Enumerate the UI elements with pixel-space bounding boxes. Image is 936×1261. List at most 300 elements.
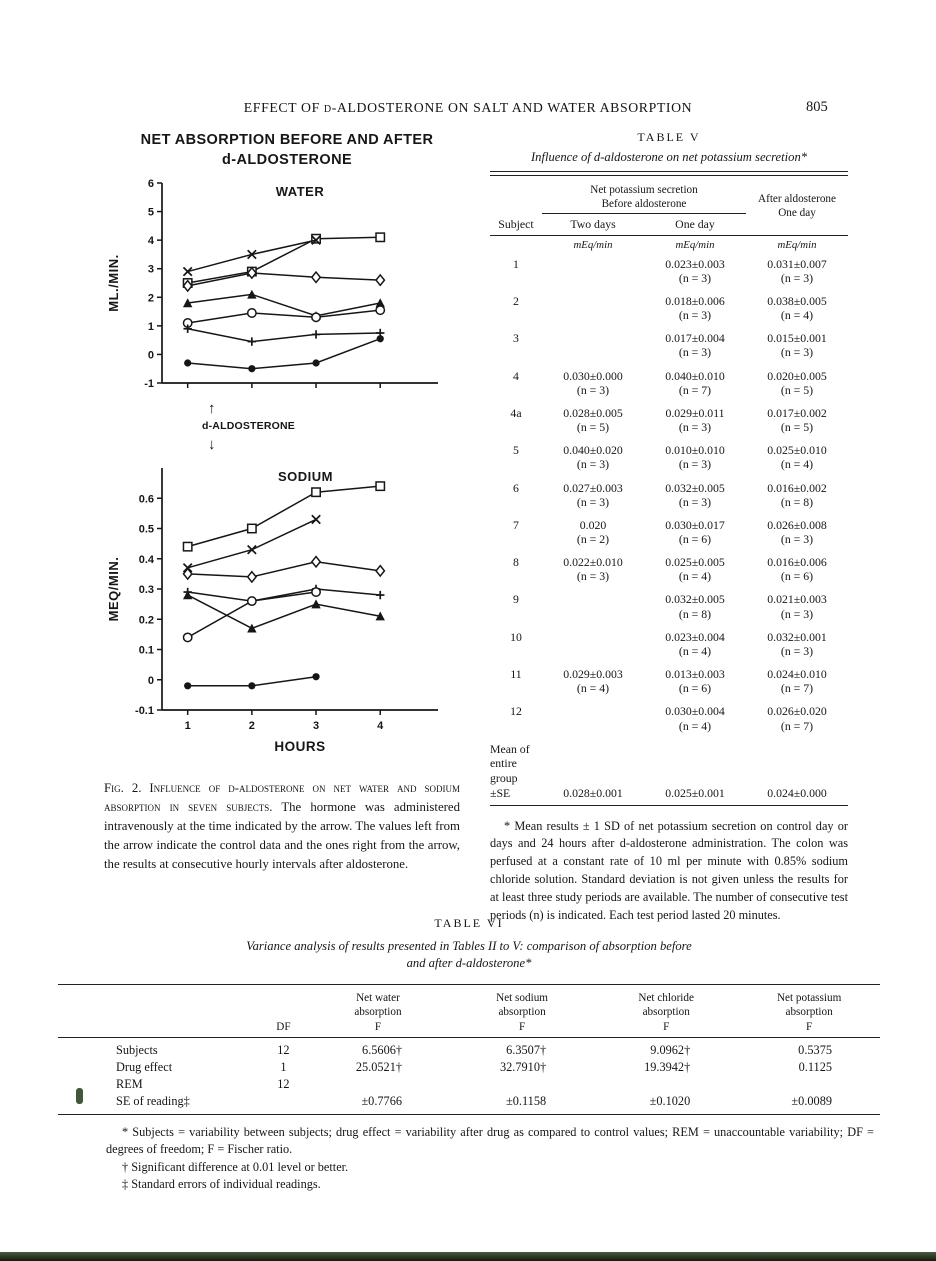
subject-square-line (188, 237, 381, 283)
table5-value: 0.023±0.003 (665, 256, 725, 271)
table5-data-cell (746, 626, 848, 663)
table6-group-header (594, 985, 738, 1021)
table5-row (490, 700, 848, 737)
x-tick-label: 2 (248, 719, 255, 732)
figure-title-line2: d-ALDOSTERONE (221, 152, 353, 169)
y-tick-label: 0.3 (138, 583, 154, 596)
table6-group-header-line: Net potassium (776, 992, 842, 1004)
subject-diamond-line (188, 273, 381, 286)
marker-square (312, 488, 320, 496)
table5-subject-cell: 6 (513, 480, 519, 495)
table6-block (58, 916, 880, 1194)
marker-diamond (312, 272, 320, 282)
table5-value: 0.020 (579, 517, 607, 532)
table5-row (490, 365, 848, 402)
table6-f-value: 19.3942† (644, 1060, 691, 1074)
table6-group-header-line: absorption (785, 1006, 833, 1018)
table6-f-header: F (306, 1020, 450, 1038)
table6-row-label: Drug effect (116, 1060, 173, 1074)
table5-mean-label-line: Mean of (490, 741, 530, 756)
table5-n-count: (n = 4) (678, 569, 712, 584)
table5-body (490, 235, 848, 805)
table6-group-header-line: absorption (498, 1006, 546, 1018)
table5-subject-cell: 3 (513, 331, 519, 346)
table6-f-value: ±0.0089 (791, 1094, 832, 1108)
table5-n-count: (n = 8) (780, 494, 814, 509)
table6-row-label: Subjects (116, 1043, 158, 1057)
table5-subject-cell: 12 (510, 704, 522, 719)
table5-n-count: (n = 4) (678, 718, 712, 733)
subject-diamond-line (188, 561, 381, 576)
table6-f-value (306, 1076, 450, 1093)
table6-group-header (306, 985, 450, 1021)
table5-value: 0.026±0.020 (767, 704, 827, 719)
table6-group-header-line: Net water (356, 992, 400, 1004)
table5-value: 0.010±0.010 (665, 443, 725, 458)
sodium-chart (104, 456, 446, 763)
table5-n-count: (n = 3) (678, 345, 712, 360)
table5-n-count: (n = 7) (780, 718, 814, 733)
table5-value: 0.021±0.003 (767, 592, 827, 607)
table5-row (490, 253, 848, 290)
marker-square (183, 542, 191, 550)
table5-n-count: (n = 3) (576, 457, 610, 472)
table6-caption-line1: Variance analysis of results presented in Tables II to V: comparison of absorption before (246, 939, 692, 953)
table5-n-count: (n = 8) (678, 606, 712, 621)
running-head-title: EFFECT OF d-ALDOSTERONE ON SALT AND WATER ABSORPTION (243, 100, 693, 115)
y-tick-label: 0 (147, 674, 154, 687)
table5-mean-value: 0.028±0.001 (563, 785, 623, 800)
table5-footnote: * Mean results ± 1 SD of net potassium secretion on control day or days and 24 hours after d-aldosterone administration. The colon was perfused at a constant rate of 10 ml per minute with 0.85% sodium chloride solution. Standard deviation is not given unless the results for at least three study periods are available. The number of consecutive test periods (n) is indicated. Each test period lasted 20 minutes. (490, 818, 848, 922)
table5-block (490, 130, 848, 925)
table5-value: 0.023±0.004 (665, 629, 725, 644)
table6-empty-header (58, 985, 261, 1021)
table6-group-header (450, 985, 594, 1021)
table5-row (490, 477, 848, 514)
water-chart-svg (104, 175, 446, 399)
table5-row (490, 439, 848, 476)
marker-circle-filled (377, 335, 384, 342)
table5-data-cell (644, 290, 746, 327)
table5-subject-cell: 10 (510, 629, 522, 644)
table5-subject-cell: 5 (513, 443, 519, 458)
table5-subject-cell: 9 (513, 592, 519, 607)
table5-after-header (746, 178, 848, 236)
marker-circle-filled (312, 359, 319, 366)
table5-row (490, 588, 848, 625)
table5-value: 0.025±0.010 (767, 443, 827, 458)
table6-f-value: ±0.1158 (506, 1094, 547, 1108)
marker-triangle (311, 599, 320, 608)
table6-df-value: 12 (277, 1043, 290, 1057)
table6-footnotes (106, 1124, 874, 1194)
table5-mean-label-line: entire (490, 756, 517, 771)
y-tick-label: -1 (144, 377, 154, 390)
table5-one-day-header: One day (644, 213, 746, 235)
table5-n-count: (n = 3) (780, 270, 814, 285)
table5-n-count: (n = 4) (780, 457, 814, 472)
subject-circle-line (188, 310, 381, 323)
table5-value: 0.013±0.003 (665, 667, 725, 682)
subject-triangle-line (188, 595, 381, 628)
table6-body (58, 1038, 880, 1115)
table5-n-count: (n = 6) (678, 681, 712, 696)
table5-n-count: (n = 3) (678, 308, 712, 323)
table5-n-count: (n = 5) (576, 420, 610, 435)
table5-label: TABLE V (637, 130, 701, 144)
table5-value: 0.032±0.005 (665, 480, 725, 495)
table5-subject-header: Subject (490, 213, 542, 235)
table5-value: 0.029±0.003 (563, 667, 623, 682)
marker-circle-open (183, 633, 191, 641)
marker-diamond (312, 556, 320, 566)
table5-data-cell (644, 514, 746, 551)
marker-square (248, 524, 256, 532)
table5-row (490, 663, 848, 700)
figure-caption-lead: Fig. 2. Influence of d-aldosterone on net water and sodium absorption in seven subjects. (104, 780, 460, 814)
table6-f-value: ±0.1020 (649, 1094, 691, 1108)
table5-value: 0.022±0.010 (563, 555, 623, 570)
marker-triangle (247, 623, 256, 632)
table6-empty-df-header (261, 985, 306, 1021)
table6-group-header (738, 985, 880, 1021)
table5-data-cell (644, 551, 746, 588)
arrow-label: d-ALDOSTERONE (202, 419, 296, 432)
table5-subject-cell: 2 (513, 293, 519, 308)
water-chart (104, 175, 446, 404)
scan-edge-artifact (0, 1252, 936, 1261)
table5-data-cell (542, 588, 644, 625)
table6-group-header-line: absorption (354, 1006, 402, 1018)
table5-two-days-header: Two days (542, 213, 644, 235)
table5 (490, 178, 848, 806)
table5-data-cell (746, 588, 848, 625)
marker-circle-filled (248, 365, 255, 372)
table5-n-count: (n = 3) (780, 345, 814, 360)
table5-data-cell (746, 700, 848, 737)
table5-value: 0.024±0.010 (767, 667, 827, 682)
table5-n-count: (n = 7) (780, 681, 814, 696)
sodium-chart-ylabel: MEQ/MIN. (106, 556, 121, 621)
marker-square (312, 234, 320, 242)
table5-units-empty (490, 235, 542, 253)
marker-circle-filled (248, 682, 255, 689)
arrow-down-icon: ↓ (208, 435, 216, 453)
y-tick-label: 0.1 (138, 644, 154, 657)
table5-value: 0.027±0.003 (563, 480, 623, 495)
table5-data-cell (542, 514, 644, 551)
table6-f-value (738, 1076, 880, 1093)
table5-data-cell (542, 477, 644, 514)
table5-data-cell (644, 327, 746, 364)
table6-f-value: 32.7910† (500, 1060, 547, 1074)
table5-mean-label (490, 738, 542, 805)
table5-data-cell (644, 365, 746, 402)
table5-n-count: (n = 5) (780, 420, 814, 435)
y-tick-label: 0.4 (138, 553, 154, 566)
table5-n-count: (n = 6) (678, 531, 712, 546)
table5-data-cell (542, 327, 644, 364)
table6-f-header: F (450, 1020, 594, 1038)
sodium-chart-title: SODIUM (278, 468, 334, 484)
table5-data-cell (746, 551, 848, 588)
table5-data-cell (644, 700, 746, 737)
table5-n-count: (n = 3) (780, 531, 814, 546)
table6-group-header-line: Net chloride (638, 992, 694, 1004)
subject-plus-line (188, 328, 381, 341)
table5-n-count: (n = 4) (576, 681, 610, 696)
marker-circle-open (248, 308, 256, 316)
table5-data-cell (542, 402, 644, 439)
table5-value: 0.028±0.005 (563, 405, 623, 420)
x-tick-label: 4 (377, 719, 384, 732)
table5-value: 0.025±0.005 (665, 555, 725, 570)
table6-f-header: F (594, 1020, 738, 1038)
subject-dot-line (188, 338, 381, 368)
table5-n-count: (n = 3) (678, 270, 712, 285)
table5-value: 0.040±0.020 (563, 443, 623, 458)
table6-f-header: F (738, 1020, 880, 1038)
arrow-up-icon: ↑ (208, 399, 216, 417)
table5-value: 0.030±0.017 (665, 517, 725, 532)
table5-value: 0.016±0.002 (767, 480, 827, 495)
table6-head (58, 985, 880, 1038)
table6-subheader-row (58, 1020, 880, 1038)
table5-n-count: (n = 4) (780, 308, 814, 323)
table5-top-rule (490, 171, 848, 176)
table5-mean-value: 0.025±0.001 (665, 785, 725, 800)
table5-data-cell (746, 365, 848, 402)
table5-n-count: (n = 3) (576, 569, 610, 584)
table5-n-count: (n = 5) (780, 382, 814, 397)
table5-data-cell (746, 663, 848, 700)
table5-data-cell (542, 700, 644, 737)
table5-data-cell (542, 551, 644, 588)
table6-footnote-1: * Subjects = variability between subjects; drug effect = variability after drug as compared to control values; REM = unaccountable variability; DF = degrees of freedom; F = Fischer ratio. (106, 1125, 874, 1157)
table5-data-cell (644, 626, 746, 663)
table5-value: 0.030±0.000 (563, 368, 623, 383)
table5-value: 0.029±0.011 (665, 405, 725, 420)
marker-square (376, 233, 384, 241)
table6-row (58, 1076, 880, 1093)
table5-units-cell: mEq/min (777, 238, 817, 251)
table6-f-value (450, 1076, 594, 1093)
table5-value: 0.015±0.001 (767, 331, 827, 346)
table6-group-row (58, 985, 880, 1021)
y-tick-label: 6 (147, 177, 154, 190)
table5-subject-cell: 1 (513, 256, 519, 271)
marker-diamond (248, 571, 256, 581)
table5-n-count: (n = 2) (576, 531, 610, 546)
table5-data-cell (644, 663, 746, 700)
table5-value: 0.018±0.006 (665, 293, 725, 308)
page-number: 805 (806, 99, 828, 115)
y-tick-label: 5 (147, 206, 154, 219)
y-tick-label: 3 (147, 263, 154, 276)
table5-n-count: (n = 3) (678, 457, 712, 472)
table5-data-cell (746, 290, 848, 327)
table6-f-value: 0.5375 (798, 1043, 832, 1057)
figure-caption-body: The hormone was administered intravenously at the time indicated by the arrow. The values left from the arrow indicate the control data and the ones right from the arrow, the results at consecutive hourly intervals after aldosterone. (104, 799, 460, 872)
subject-plus-line (188, 589, 381, 601)
sodium-chart-xlabel: HOURS (274, 738, 326, 754)
table5-corner-cell (490, 178, 542, 214)
table5-data-cell (542, 253, 644, 290)
table6-f-value (594, 1076, 738, 1093)
table5-subject-cell: 7 (513, 517, 519, 532)
table5-data-cell (746, 327, 848, 364)
table6-row-label: REM (116, 1077, 143, 1091)
table5-row (490, 514, 848, 551)
table5-n-count: (n = 4) (678, 643, 712, 658)
table6-f-value: 6.5606† (362, 1043, 403, 1057)
table6-f-value: 0.1125 (798, 1060, 832, 1074)
table5-n-count: (n = 3) (678, 494, 712, 509)
table6 (58, 984, 880, 1115)
table5-mean-label-line: group (490, 771, 518, 786)
marker-circle-open (312, 587, 320, 595)
table5-n-count: (n = 3) (780, 643, 814, 658)
figure-title-line1: NET ABSORPTION BEFORE AND AFTER (140, 132, 434, 148)
table5-n-count: (n = 6) (780, 569, 814, 584)
subject-square-line (188, 486, 381, 547)
table5-subject-cell: 11 (510, 667, 522, 682)
table6-row-label: SE of reading‡ (116, 1094, 190, 1108)
table5-data-cell (644, 402, 746, 439)
table5-value: 0.017±0.004 (665, 331, 725, 346)
marker-circle-open (248, 596, 256, 604)
table5-data-cell (644, 253, 746, 290)
table5-data-cell (542, 365, 644, 402)
table5-value: 0.038±0.005 (767, 293, 827, 308)
x-tick-label: 1 (184, 719, 191, 732)
marker-circle-open (312, 313, 320, 321)
table5-units-cell: mEq/min (675, 238, 715, 251)
table5-mean-row (490, 738, 848, 805)
x-tick-label: 3 (312, 719, 320, 732)
marker-circle-filled (184, 359, 191, 366)
y-tick-label: 0.6 (138, 492, 154, 505)
table5-after-line2: One day (778, 207, 816, 220)
table5-n-count: (n = 3) (576, 382, 610, 397)
table5-data-cell (644, 477, 746, 514)
table5-value: 0.032±0.001 (767, 629, 827, 644)
y-tick-label: 0.5 (138, 523, 154, 536)
marker-circle-filled (312, 673, 319, 680)
y-tick-label: 0.2 (138, 613, 154, 626)
table6-df-value: 1 (280, 1060, 287, 1074)
table5-data-cell (746, 402, 848, 439)
table5-value: 0.020±0.005 (767, 368, 827, 383)
table6-caption-line2: and after d-aldosterone* (406, 956, 532, 970)
table5-mean-label-line: ±SE (490, 785, 511, 800)
table5-data-cell (542, 663, 644, 700)
table6-df-header: DF (261, 1020, 306, 1038)
table5-data-cell (644, 439, 746, 476)
marker-circle-filled (184, 682, 191, 689)
table5-row (490, 327, 848, 364)
table6-row (58, 1038, 880, 1060)
table5-row (490, 402, 848, 439)
table5-units-row (490, 235, 848, 253)
marker-diamond (376, 565, 384, 575)
table5-value: 0.031±0.007 (767, 256, 827, 271)
table5-n-count: (n = 3) (678, 420, 712, 435)
marker-square (376, 482, 384, 490)
table5-head (490, 178, 848, 236)
table5-row (490, 290, 848, 327)
table6-label: TABLE VI (434, 916, 504, 930)
table5-mean-value: 0.024±0.000 (767, 785, 827, 800)
table6-f-value: ±0.7766 (361, 1094, 403, 1108)
table5-data-cell (746, 477, 848, 514)
table5-n-count: (n = 3) (780, 606, 814, 621)
table5-row (490, 626, 848, 663)
table6-row (58, 1093, 880, 1115)
table5-n-count: (n = 7) (678, 382, 712, 397)
aldosterone-arrow-annotation (104, 399, 446, 456)
table5-subject-cell: 8 (513, 555, 519, 570)
table5-subject-cell: 4a (510, 405, 522, 420)
y-tick-label: -0.1 (135, 704, 154, 717)
figure-2-block (104, 130, 460, 875)
table6-f-value: 9.0962† (650, 1043, 691, 1057)
table6-empty-cell (58, 1020, 261, 1038)
y-tick-label: 2 (147, 291, 154, 304)
table5-data-cell (746, 514, 848, 551)
table5-units-cell: mEq/min (573, 238, 613, 251)
table5-group-line2: Before aldosterone (601, 198, 687, 211)
table5-data-cell (542, 439, 644, 476)
table5-data-cell (542, 626, 644, 663)
table6-f-value: 6.3507† (506, 1043, 547, 1057)
table5-header-row1 (490, 178, 848, 214)
table6-caption (58, 938, 880, 972)
table5-after-line1: After aldosterone (758, 192, 836, 205)
table5-group-line1: Net potassium secretion (590, 183, 698, 196)
y-tick-label: 0 (147, 349, 154, 362)
y-tick-label: 1 (147, 320, 154, 333)
table5-value: 0.040±0.010 (665, 368, 725, 383)
table5-data-cell (746, 253, 848, 290)
marker-circle-open (376, 306, 384, 314)
table6-group-header-line: absorption (642, 1006, 690, 1018)
table5-data-cell (542, 290, 644, 327)
table5-group-header (542, 178, 746, 214)
table5-value: 0.017±0.002 (767, 405, 827, 420)
figure-title (114, 130, 460, 171)
scan-artifact (76, 1088, 83, 1104)
table5-value: 0.032±0.005 (665, 592, 725, 607)
table6-group-header-line: Net sodium (496, 992, 549, 1004)
water-chart-title: WATER (275, 183, 325, 199)
sodium-chart-svg (104, 456, 446, 758)
table6-f-value: 25.0521† (355, 1060, 403, 1074)
table5-data-cell (746, 439, 848, 476)
table5-caption: Influence of d-aldosterone on net potassium secretion* (530, 150, 808, 164)
y-tick-label: 4 (147, 234, 154, 247)
water-chart-ylabel: ML./MIN. (106, 253, 121, 312)
table5-subject-cell: 4 (513, 368, 519, 383)
figure-caption (104, 779, 460, 875)
marker-diamond (376, 275, 384, 285)
table6-footnote-2: † Significant difference at 0.01 level or better. (122, 1159, 349, 1174)
table6-df-value (261, 1093, 306, 1115)
table5-value: 0.026±0.008 (767, 517, 827, 532)
table5-value: 0.016±0.006 (767, 555, 827, 570)
table5-row (490, 551, 848, 588)
table5-value: 0.030±0.004 (665, 704, 725, 719)
